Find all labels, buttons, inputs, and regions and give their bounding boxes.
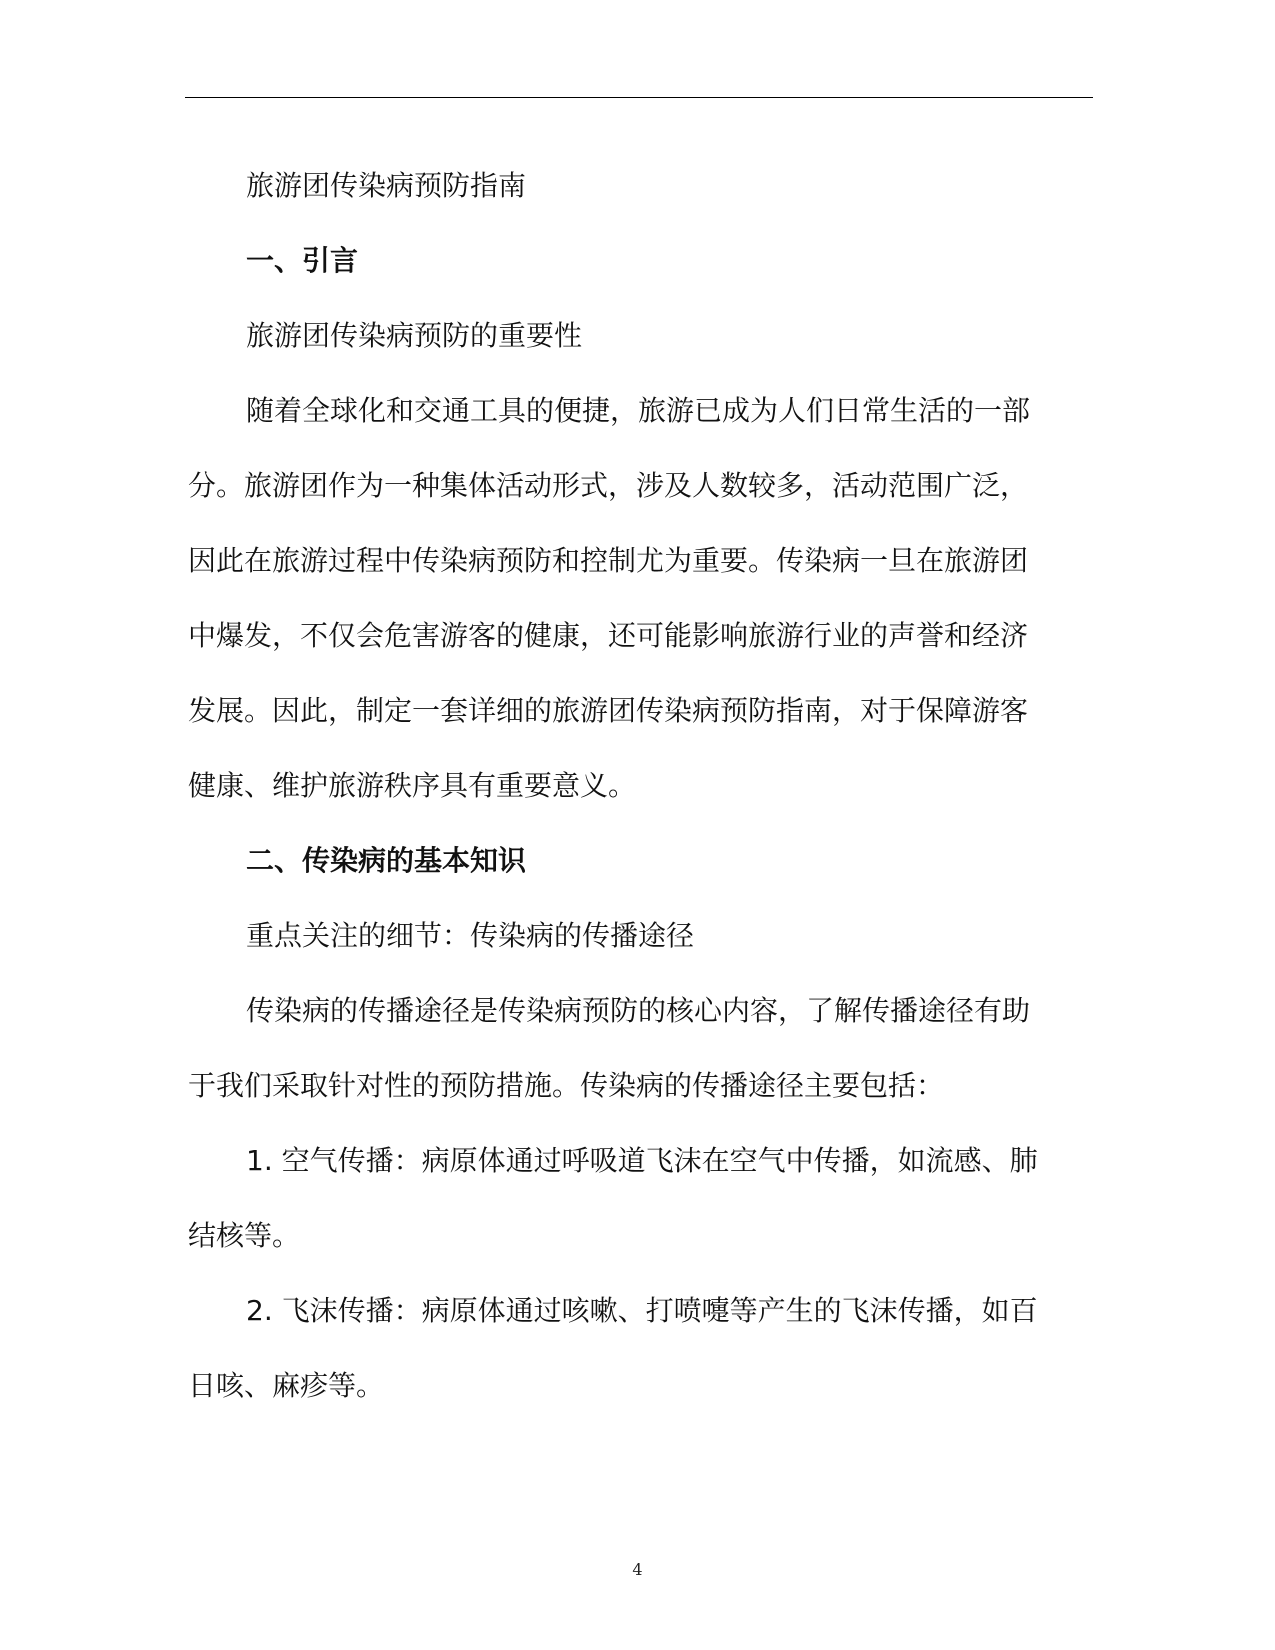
paragraph-line: 传染病的传播途径是传染病预防的核心内容，了解传播途径有助 (246, 994, 1031, 1027)
list-item-line: 日咳、麻疹等。 (188, 1369, 385, 1402)
paragraph-line: 随着全球化和交通工具的便捷，旅游已成为人们日常生活的一部 (246, 394, 1031, 427)
document-title: 旅游团传染病预防指南 (246, 169, 527, 202)
paragraph-line: 中爆发，不仅会危害游客的健康，还可能影响旅游行业的声誉和经济 (188, 619, 1029, 652)
list-item-line: 1. 空气传播：病原体通过呼吸道飞沫在空气中传播，如流感、肺 (246, 1144, 1038, 1177)
list-item-line: 结核等。 (188, 1219, 301, 1252)
subsection-title: 重点关注的细节：传染病的传播途径 (246, 919, 695, 952)
document-body (188, 148, 1068, 1423)
paragraph-line: 于我们采取针对性的预防措施。传染病的传播途径主要包括： (188, 1069, 945, 1102)
page-number: 4 (632, 1560, 643, 1579)
paragraph-line: 因此在旅游过程中传染病预防和控制尤为重要。传染病一旦在旅游团 (188, 544, 1029, 577)
paragraph-line: 健康、维护旅游秩序具有重要意义。 (188, 769, 637, 802)
list-item-line: 2. 飞沫传播：病原体通过咳嗽、打喷嚏等产生的飞沫传播，如百 (246, 1294, 1038, 1327)
paragraph-line: 分。旅游团作为一种集体活动形式，涉及人数较多，活动范围广泛， (188, 469, 1029, 502)
header-rule (185, 97, 1093, 98)
subsection-title: 旅游团传染病预防的重要性 (246, 319, 583, 352)
paragraph-line: 发展。因此，制定一套详细的旅游团传染病预防指南，对于保障游客 (188, 694, 1029, 727)
section-heading-introduction: 一、引言 (246, 244, 359, 277)
section-heading-basics: 二、传染病的基本知识 (246, 844, 527, 877)
